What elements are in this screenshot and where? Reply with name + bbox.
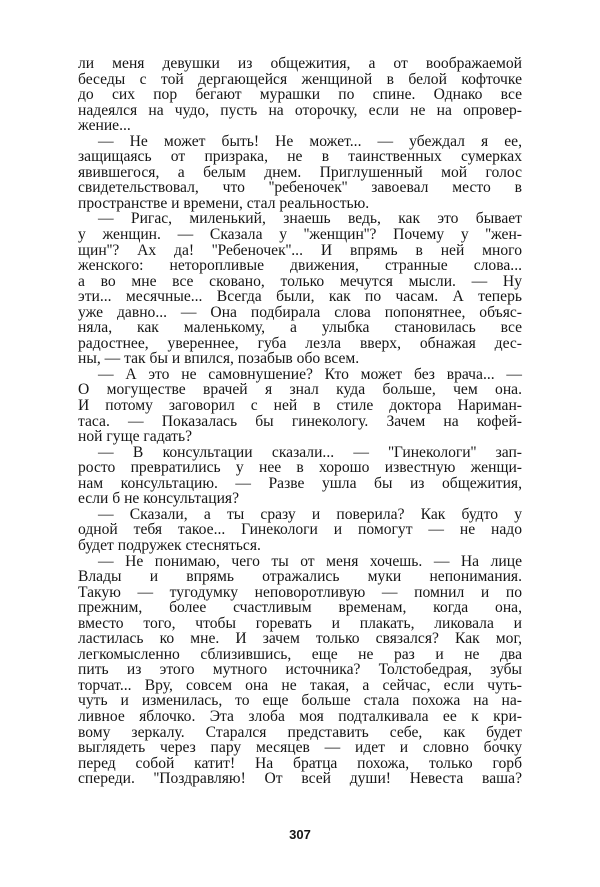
text-line: если б не консультация? (78, 490, 240, 508)
text-line: вместо того, чтобы горевать и плакать, ликовала и (78, 614, 522, 632)
text-line: будет подружек стесняться. (78, 536, 261, 554)
text-line: няла, как маленькому, а улыбка становилась все (78, 319, 522, 337)
paragraph-first-line: — Сказали, а ты сразу и поверила? Как будто у (98, 505, 522, 523)
text-line: эти... месячные... Всегда были, как по часам. А теперь (78, 288, 522, 306)
text-line: перед собой катит! На братца похожа, только горб (78, 754, 522, 772)
text-line: одной тебя такое... Гинекологи и помогут — не надо (78, 521, 522, 539)
text-line: торчат... Вру, совсем она не такая, а сейчас, если чуть- (78, 676, 522, 694)
text-line: легкомысленно сблизившись, еще не раз и не два (78, 645, 522, 663)
page-number: 307 (289, 827, 311, 842)
text-line: жение... (78, 117, 131, 135)
text-line: защищаясь от призрака, не в таинственных сумерках (78, 148, 522, 166)
text-line: у женщин. — Сказала у ''женщин''? Почему у ''жен- (78, 226, 522, 244)
text-line: Такую — тугодумку неповоротливую — помнил и по (78, 583, 522, 601)
text-line: надеялся на чудо, пусть на оторочку, если не на опровер- (78, 101, 522, 119)
paragraph-first-line: — Не может быть! Не может... — убеждал я ее, (98, 132, 522, 150)
text-line: женского: неторопливые движения, странные слова... (78, 257, 522, 275)
book-page-text (78, 56, 522, 787)
text-line: пить из этого мутного источника? Толстобедрая, зубы (78, 661, 522, 679)
text-line: росто превратились у нее в хорошо известную женщи- (78, 459, 522, 477)
text-line: ластилась ко мне. И зачем только связался? Как мог, (78, 630, 522, 648)
text-line: ной гуще гадать? (78, 428, 193, 446)
text-line: чуть и изменилась, то еще больше стала похожа на на- (78, 692, 522, 710)
paragraph-first-line: — А это не самовнушение? Кто может без врача... — (98, 365, 522, 383)
text-line: а во мне все сковано, только мечутся мысли. — Ну (78, 272, 522, 290)
text-line: ли меня девушки из общежития, а от воображаемой (78, 55, 522, 72)
text-line: нам консультацию. — Разве ушла бы из общежития, (78, 474, 522, 492)
text-line: выглядеть через пару месяцев — идет и словно бочку (78, 739, 522, 757)
text-line: О могуществе врачей я знал куда больше, чем она. (78, 381, 522, 399)
text-line: беседы с той дергающейся женщиной в белой кофточке (78, 70, 522, 88)
text-line: ливное яблочко. Эта злоба моя подталкивала ее к кри- (78, 707, 522, 725)
paragraph-first-line: — В консультации сказали... — ''Гинекологи'' зап- (98, 443, 522, 461)
text-line: радостнее, увереннее, губа лезла вверх, обнажая дес- (78, 334, 522, 352)
text-line: явившегося, а белым днем. Приглушенный мой голос (78, 163, 522, 181)
text-line: вому зеркалу. Старался представить себе, как будет (78, 723, 522, 741)
text-line: таса. — Показалась бы гинекологу. Зачем на кофей- (78, 412, 522, 430)
text-line: щин''? Ах да! ''Ребеночек''... И впрямь в ней много (78, 241, 522, 259)
paragraph-first-line: — Не понимаю, чего ты от меня хочешь. — На лице (98, 552, 522, 570)
text-line: прежним, более счастливым временам, когда она, (78, 599, 522, 617)
text-line: И потому заговорил с ней в стиле доктора Нариман- (78, 397, 522, 415)
text-line: ны, — так бы и впился, позабыв обо всем. (78, 350, 360, 368)
paragraph-first-line: — Ригас, миленький, знаешь ведь, как это бывает (98, 210, 522, 228)
text-line: свидетельствовал, что ''ребеночек'' завоевал место в (78, 179, 522, 197)
text-line: уже давно... — Она подбирала слова попонятнее, объяс- (78, 303, 522, 321)
text-line: спереди. ''Поздравляю! От всей души! Невеста ваша? (78, 770, 522, 788)
text-line: Влады и впрямь отражались муки непонимания. (78, 568, 522, 586)
text-line: до сих пор бегают мурашки по спине. Однако все (78, 86, 522, 104)
text-line: пространстве и времени, стал реальностью. (78, 194, 370, 212)
